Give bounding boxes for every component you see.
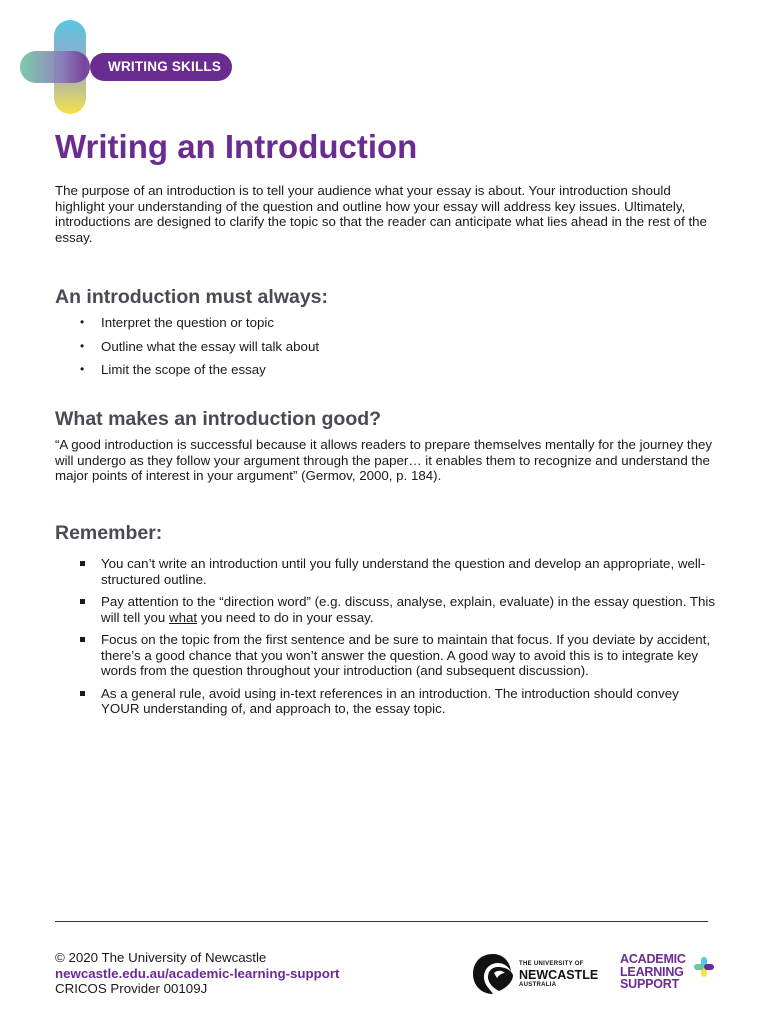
page-title: Writing an Introduction xyxy=(55,128,418,165)
list-item: • Limit the scope of the essay xyxy=(80,362,266,377)
academic-learning-support-logo xyxy=(620,953,720,997)
bullet-icon: • xyxy=(80,362,85,376)
copyright-text: © 2020 The University of Newcastle xyxy=(55,950,267,965)
cross-logo-icon xyxy=(20,20,90,114)
must-list xyxy=(55,315,715,386)
must-heading: An introduction must always: xyxy=(55,286,329,308)
underlined-word: what xyxy=(168,609,198,625)
writing-skills-logo xyxy=(20,20,235,114)
als-wordmark: ACADEMIC LEARNING SUPPORT xyxy=(620,952,686,991)
uon-emblem-icon xyxy=(470,951,516,997)
square-bullet-icon xyxy=(80,637,85,642)
list-item: Focus on the topic from the first sentence and be sure to maintain that focus. If you deviate by accident, there’s a good chance that you won’t answer the question. A good way to avoid this is to integrate key words from the question throughout your introduction (and subsequent discussion). xyxy=(55,632,715,679)
list-item: Pay attention to the “direction word” (e.g. discuss, analyse, explain, evaluate) in the essay question. This will tell you what you need to do in your essay. xyxy=(55,594,715,625)
als-plus-icon xyxy=(694,957,714,977)
square-bullet-icon xyxy=(80,561,85,566)
cricos-text: CRICOS Provider 00109J xyxy=(55,981,208,996)
square-bullet-icon xyxy=(80,691,85,696)
footer-info xyxy=(55,950,339,997)
university-of-newcastle-logo: THE UNIVERSITY OF NEWCASTLE AUSTRALIA xyxy=(470,951,600,997)
footer-divider xyxy=(55,921,708,922)
intro-paragraph: The purpose of an introduction is to tell your audience what your essay is about. Your introduction should highlight your understanding of the question and outline how your essay will address key issues. Ultimately, introductions are designed to clarify the topic so that the reader can anticipate what lies ahead in the rest of the essay. xyxy=(55,183,707,245)
list-item: You can’t write an introduction until you fully understand the question and develop an appropriate, well-structured outline. xyxy=(55,556,715,587)
writing-skills-badge: WRITING SKILLS xyxy=(90,53,232,81)
good-heading: What makes an introduction good? xyxy=(55,408,382,430)
bullet-icon: • xyxy=(80,315,85,329)
bullet-icon: • xyxy=(80,338,85,353)
list-item: • Outline what the essay will talk about xyxy=(80,338,320,354)
list-item: As a general rule, avoid using in-text references in an introduction. The introduction should convey YOUR understanding of, and approach to, the essay topic. xyxy=(55,686,715,717)
support-link[interactable]: newcastle.edu.au/academic-learning-support xyxy=(55,965,340,981)
remember-heading: Remember: xyxy=(55,522,163,544)
square-bullet-icon xyxy=(80,599,85,604)
quote-paragraph: “A good introduction is successful because it allows readers to prepare themselves mentally for the journey they will undergo as they follow your argument through the paper… it enables them to recognize and understand the major points of interest in your argument” (Germov, 2000, p. 184). xyxy=(55,437,713,483)
list-item: • Interpret the question or topic xyxy=(80,315,274,330)
remember-list xyxy=(55,556,715,724)
